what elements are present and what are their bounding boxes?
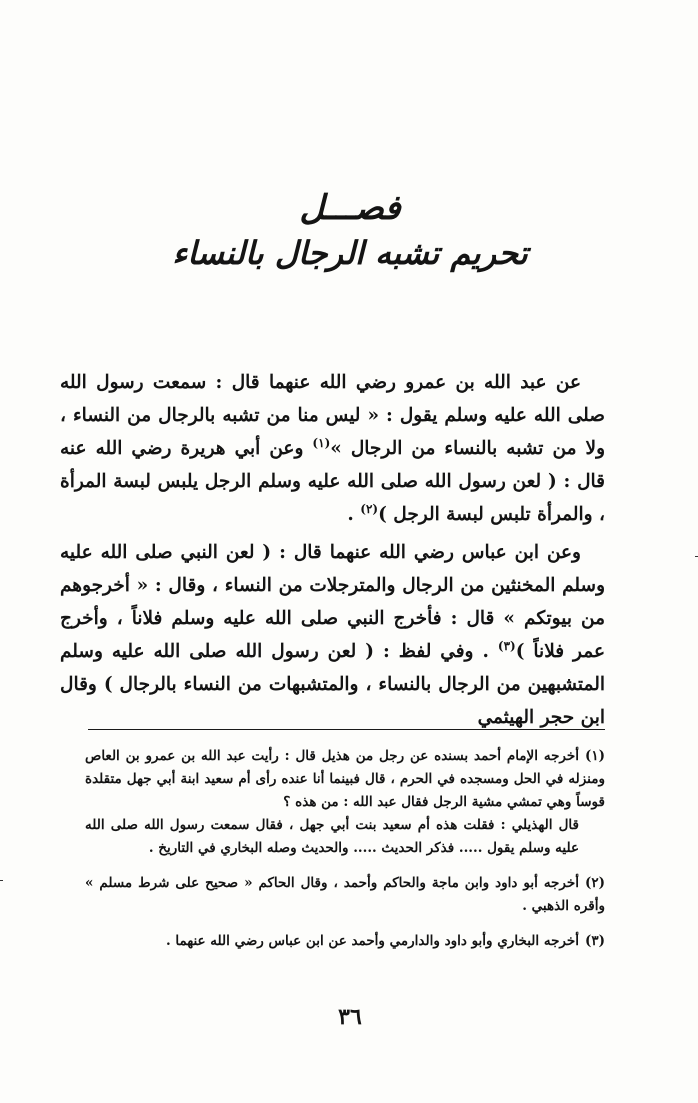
- footnote-text: أخرجه أبو داود وابن ماجة والحاكم وأحمد ، وقال الحاكم « صحيح على شرط مسلم » وأقره الذهبي .: [85, 875, 605, 914]
- footnote-divider: [88, 729, 605, 730]
- page-number: ٣٦: [338, 1004, 362, 1030]
- paragraph-text: عن عبد الله بن عمرو رضي الله عنهما قال : سمعت رسول الله صلى الله عليه وسلم يقول : « ليس منا من تشبه بالرجال من النساء ، ولا من تشبه بالنساء من الرجال »: [60, 372, 605, 459]
- footnote-number: (٣): [584, 933, 605, 949]
- chapter-title: تحريم تشبه الرجال بالنساء: [172, 234, 528, 272]
- body-paragraph-2: [60, 536, 605, 734]
- paragraph-text: . وفي لفظ : ( لعن رسول الله صلى الله عليه وسلم المتشبهين من الرجال بالنساء ، والمتشبهات من النساء بالرجال ) وقال ابن حجر الهيثمي: [60, 641, 605, 728]
- footnote-1-continuation: [85, 814, 605, 860]
- footnote-number: (١): [584, 748, 605, 764]
- footnote-marker-3: (٣): [497, 638, 516, 653]
- footnote-text: أخرجه البخاري وأبو داود والدارمي وأحمد عن ابن عباس رضي الله عنهما .: [165, 933, 579, 949]
- spacer: [85, 918, 605, 930]
- footnote-text: أخرجه الإمام أحمد بسنده عن رجل من هذيل قال : رأيت عبد الله بن عمرو بن العاص ومنزله في الحل ومسجده في الحرم ، قال فبينما أنا عنده رأى أم سعيد ابنة أبي جهل متقلدة قوساً وهي تمشي مشية الرجل فقال عبد الله : من هذه ؟: [85, 748, 605, 810]
- paragraph-text: وعن أبي هريرة رضي الله عنه قال : ( لعن رسول الله صلى الله عليه وسلم الرجل يلبس لبسة المرأة ، والمرأة تلبس لبسة الرجل ): [60, 438, 605, 525]
- body-paragraph-1: [60, 366, 605, 531]
- footnote-number: (٢): [584, 875, 605, 891]
- footnote-1: [85, 745, 605, 814]
- footnote-text: قال الهذيلي : فقلت هذه أم سعيد بنت أبي جهل ، فقال سمعت رسول الله صلى الله عليه وسلم يقول ..... فذكر الحديث ..... والحديث وصله البخاري في التاريخ .: [85, 817, 579, 856]
- scan-mark: [0, 880, 3, 881]
- footnotes-section: [85, 745, 605, 953]
- section-heading: فصـــل: [299, 188, 401, 228]
- paragraph-text: .: [347, 504, 361, 525]
- footnote-marker-2: (٢): [360, 501, 379, 516]
- footnote-marker-1: (١): [312, 435, 331, 450]
- spacer: [85, 860, 605, 872]
- paragraph-text: وعن ابن عباس رضي الله عنهما قال : ( لعن النبي صلى الله عليه وسلم المخنثين من الرجال والمترجلات من النساء ، وقال : « أخرجوهم من بيوتكم » قال : فأخرج النبي صلى الله عليه وسلم فلاناً ، وأخرج عمر فلاناً ): [60, 542, 605, 662]
- footnote-2: [85, 872, 605, 918]
- footnote-3: [85, 930, 605, 953]
